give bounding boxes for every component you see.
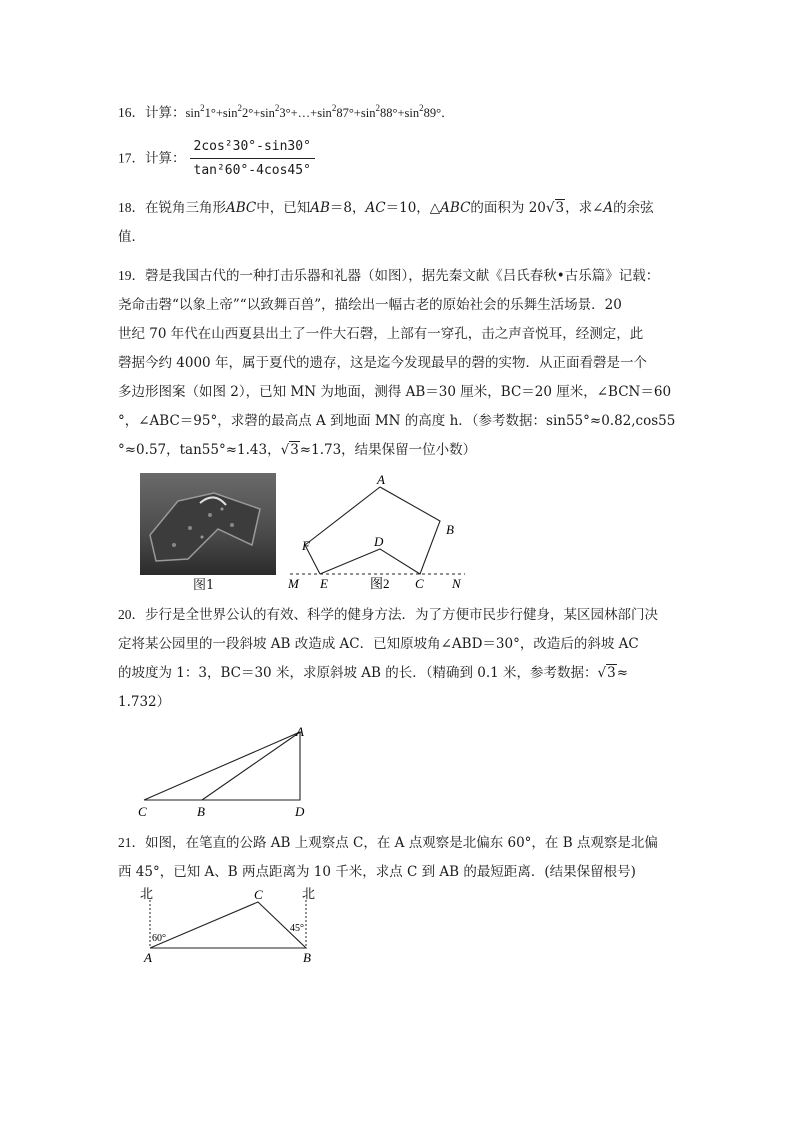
figure-2-caption: 图2	[370, 576, 390, 591]
text: ，求∠	[565, 200, 604, 216]
text-line: 1.732）	[118, 694, 171, 710]
text-line: ≈	[616, 665, 629, 681]
point-e-label: E	[320, 576, 328, 591]
point-f-label: F	[302, 538, 310, 553]
text-line: °≈0.57，tan55°≈1.43，	[118, 442, 281, 458]
text-line: 世纪 70 年代在山西夏县出土了一件大石磬，上部有一穿孔，击之声音悦耳，经测定，此	[118, 326, 644, 342]
sqrt: √3	[280, 442, 299, 458]
question-17	[118, 138, 688, 180]
text-line: 步行是全世界公认的有效、科学的健身方法．为了方便市民步行健身，某区园林部门决	[145, 607, 658, 623]
text: 中，已知	[256, 200, 311, 216]
text-line: 定将某公园里的一段斜坡 AB 改造成 AC．已知原坡角∠ABD＝30°，改造后的斜坡 AC	[118, 636, 639, 652]
point-a-label: A	[377, 472, 385, 487]
text-line: 多边形图案（如图 2），已知 MN 为地面，测得 AB＝30 厘米，BC＝20 厘米，∠BCN＝60	[118, 384, 672, 400]
point-m-label: M	[288, 576, 299, 591]
text-line: ≈1.73，结果保留一位小数）	[299, 442, 477, 458]
text-line: 尧命击磬“以象上帝”“以致舞百兽”，描绘出一幅古老的原始社会的乐舞生活场景．20	[118, 297, 622, 313]
var: AB	[310, 200, 330, 216]
text-line: 如图，在笔直的公路 AB 上观察点 C，在 A 点观察是北偏东 60°，在 B 点观察是北偏	[145, 835, 658, 851]
denominator: tan²60°-4cos45°	[193, 163, 311, 178]
point-n-label: N	[452, 576, 461, 591]
text-line: 磬据今约 4000 年，属于夏代的遗存，这是迄今发现最早的磬的实物．从正面看磬是一个	[118, 355, 647, 371]
text: 在锐角三角形	[145, 200, 226, 216]
var: A	[603, 200, 614, 216]
var: AC	[365, 200, 386, 216]
question-label: 计算：	[145, 150, 186, 167]
point-b-label: B	[303, 950, 311, 965]
text: ＝8，	[329, 200, 366, 216]
var: ABC	[226, 200, 257, 216]
question-number: 21．	[118, 835, 145, 850]
question-number: 17．	[118, 150, 145, 166]
question-21	[118, 828, 688, 887]
point-c-label: C	[415, 576, 424, 591]
question-number: 20．	[118, 607, 145, 622]
text: 的余弦	[613, 200, 654, 216]
question-number: 19．	[118, 268, 145, 283]
question-label: 计算：	[145, 105, 186, 121]
question-16	[118, 98, 688, 128]
text-line: 磬是我国古代的一种打击乐器和礼器（如图），据先秦文献《吕氏春秋•古乐篇》记载：	[145, 268, 660, 284]
point-c-label: C	[254, 887, 263, 902]
text: ＝10，△	[385, 200, 441, 216]
sqrt: √3	[597, 665, 616, 681]
point-a-label: A	[144, 950, 152, 965]
text-line: 的坡度为 1：3，BC＝30 米，求原斜坡 AB 的长．（精确到 0.1 米，参考数据：	[118, 665, 598, 681]
point-d-label: D	[295, 804, 305, 819]
numerator: 2cos²30°-sin30°	[190, 138, 315, 159]
question-20	[118, 600, 688, 717]
slope-diagram	[130, 722, 330, 822]
question-number: 16．	[118, 105, 145, 120]
figure-1-caption: 图1	[193, 578, 215, 593]
point-c-label: C	[138, 804, 147, 819]
point-d-label: D	[374, 534, 384, 549]
point-a-label: A	[296, 724, 304, 739]
chime-stone-photo	[140, 473, 276, 575]
point-b-label: B	[197, 804, 205, 819]
question-18	[118, 193, 688, 252]
road-diagram	[130, 884, 330, 972]
point-b-label: B	[446, 522, 454, 537]
text-line: 西 45°，已知 A、B 两点距离为 10 千米，求点 C 到 AB 的最短距离．(结果保留根号)	[118, 864, 636, 880]
fraction	[190, 138, 315, 180]
question-19	[118, 261, 688, 465]
question-number: 18．	[118, 200, 145, 215]
figure-2-diagram	[280, 470, 480, 592]
text: 值．	[118, 229, 145, 245]
north-label-b: 北	[302, 886, 316, 901]
sqrt: √3	[545, 200, 565, 216]
north-label-a: 北	[140, 886, 154, 901]
angle-45-label: 45°	[290, 923, 304, 934]
var: ABC	[440, 200, 471, 216]
text-line: °，∠ABC＝95°，求磬的最高点 A 到地面 MN 的高度 h．（参考数据：sin55°≈0.82,cos55	[118, 413, 676, 429]
text: 的面积为 20	[470, 200, 546, 216]
expression: $\sin^21^\circ+\sin^22^\circ+\sin^23^\circ+\dots+\sin^287^\circ+\sin^288^\circ+\sin^289^\circ$．	[185, 103, 454, 120]
angle-60-label: 60°	[152, 933, 166, 944]
